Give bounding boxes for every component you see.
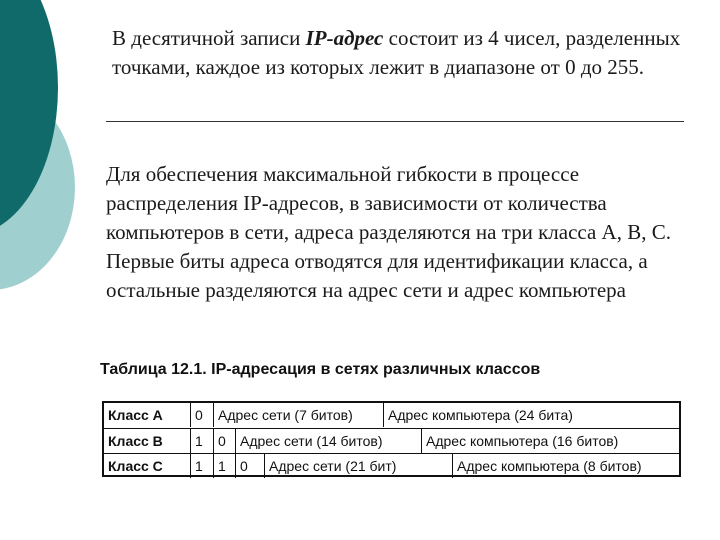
network-cell: Адрес сети (14 битов)	[235, 429, 421, 453]
class-label-cell: Класс С	[108, 458, 163, 474]
bit-cell: 1	[213, 454, 235, 478]
host-cell: Адрес компьютера (24 бита)	[383, 403, 679, 427]
network-cell: Адрес сети (21 бит)	[264, 454, 452, 478]
bit-cell: 0	[190, 403, 213, 427]
class-label-cell: Класс А	[108, 407, 163, 423]
table-row	[104, 453, 679, 478]
host-cell: Адрес компьютера (16 битов)	[421, 429, 679, 453]
bit-cell: 0	[235, 454, 264, 478]
intro-text-after: состоит из 4 чисел, разделенных точками, каждое из которых лежит в диапазоне от 0 до 255.	[112, 26, 681, 79]
network-cell: Адрес сети (7 битов)	[213, 403, 383, 427]
table-caption: Таблица 12.1. IP-адресация в сетях различных классов	[100, 361, 541, 378]
host-cell: Адрес компьютера (8 битов)	[452, 454, 679, 478]
ip-class-table	[102, 401, 681, 477]
class-label-cell: Класс В	[108, 433, 163, 449]
bit-cell: 0	[213, 429, 235, 453]
divider-line	[106, 121, 684, 122]
intro-emphasis: IP-адрес	[305, 26, 384, 50]
body-paragraph: Для обеспечения максимальной гибкости в процессе распределения IP-адресов, в зависимости от количества компьютеров в сети, адреса разделяются на три класса A, B, C. Первые биты адреса отводятся для идентификации класса, а остальные разделяются на адрес сети и адрес компьютера	[106, 162, 671, 302]
bit-cell: 1	[190, 454, 213, 478]
intro-paragraph	[112, 24, 702, 82]
intro-text-before: В десятичной записи	[112, 26, 306, 50]
table-row	[104, 403, 679, 427]
bit-cell: 1	[190, 429, 213, 453]
table-row	[104, 428, 679, 453]
